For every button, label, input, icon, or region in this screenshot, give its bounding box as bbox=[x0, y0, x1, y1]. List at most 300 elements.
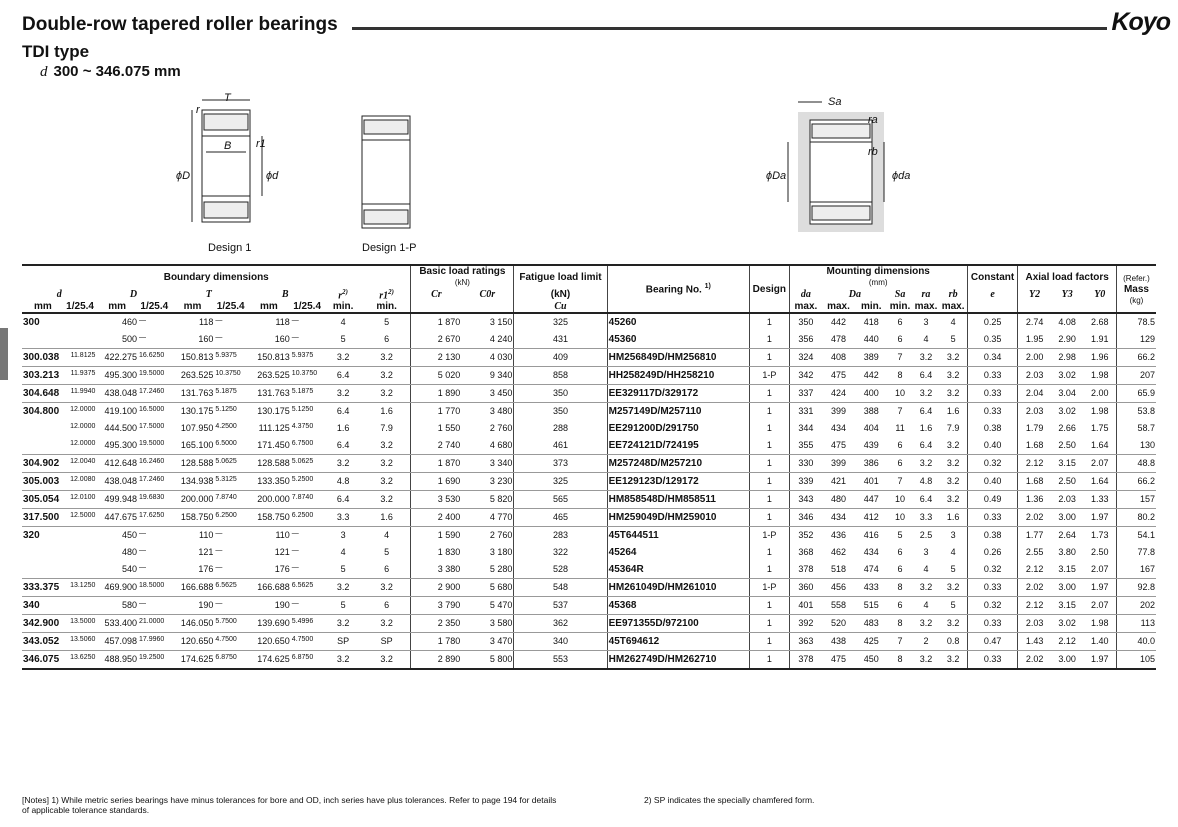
cell-Y0: 1.96 bbox=[1084, 349, 1117, 367]
cell-d: 304.902 bbox=[22, 455, 64, 473]
cell-Y3: 2.66 bbox=[1058, 423, 1076, 434]
cell-da: 360 bbox=[789, 579, 822, 597]
cell-Y0: 2.00 bbox=[1084, 385, 1117, 403]
cell-da: 356 bbox=[789, 331, 822, 349]
cell-Sa: 8 bbox=[888, 651, 913, 670]
table-row bbox=[22, 455, 1156, 473]
th-unit: 1/25.4 bbox=[138, 301, 171, 313]
cell-bearing: 45364R bbox=[607, 561, 749, 579]
cell-Cr: 2 400 bbox=[411, 509, 461, 527]
cell-Y3: 2.03 bbox=[1051, 491, 1084, 509]
cell-d: 342.900 bbox=[22, 615, 64, 633]
cell-Cr: 3 380 bbox=[411, 561, 461, 579]
cell-D: 438.048 bbox=[96, 385, 138, 403]
cell-B-in: — bbox=[291, 530, 299, 538]
label-da: ϕda bbox=[892, 170, 911, 182]
cell-d: 304.800 bbox=[23, 406, 60, 418]
cell-B: 128.588 bbox=[247, 455, 291, 473]
cell-Da-min: 412 bbox=[855, 509, 888, 527]
cell-Cu: 340 bbox=[514, 633, 607, 651]
cell-B-in: 6.5625 bbox=[291, 579, 324, 597]
label-ra: ra bbox=[868, 114, 878, 126]
th-fatigue-unit: (kN) bbox=[514, 288, 607, 301]
cell-Cr: 2 350 bbox=[411, 615, 461, 633]
cell-Cr: 1 770 bbox=[411, 403, 461, 421]
bearing-spec-table bbox=[22, 264, 1156, 670]
th-unit: min. bbox=[323, 301, 362, 313]
cell-mass: 207 bbox=[1116, 367, 1156, 385]
cell-D-in: 16.2460 bbox=[138, 455, 171, 473]
cell-T: 110 bbox=[199, 530, 214, 541]
cell-Y3: 3.15 bbox=[1051, 455, 1084, 473]
cell-Sa: 6 bbox=[897, 317, 903, 328]
cell-D: 540 bbox=[96, 561, 138, 579]
cell-T-in: 7.8740 bbox=[214, 491, 247, 509]
cell-Y3: 2.98 bbox=[1051, 349, 1084, 367]
cell-B-in: 5.2500 bbox=[291, 473, 324, 491]
th-C0r: C0r bbox=[479, 289, 496, 301]
cell-B: 171.450 bbox=[247, 437, 291, 455]
th-design: Design bbox=[749, 265, 789, 313]
table-row bbox=[22, 403, 1156, 421]
label-r: r bbox=[196, 104, 200, 116]
cell-rb: 3.2 bbox=[940, 579, 968, 597]
cell-Y3: 3.15 bbox=[1051, 597, 1084, 615]
cell-ra: 4 bbox=[912, 561, 939, 579]
cell-Cu: 528 bbox=[514, 561, 607, 579]
cell-mass: 157 bbox=[1116, 491, 1156, 509]
cell-Cu: 325 bbox=[514, 473, 607, 491]
cell-Da-min: 401 bbox=[855, 473, 888, 491]
cell-Y0: 1.64 bbox=[1084, 473, 1117, 491]
cell-D: 500 bbox=[96, 331, 138, 349]
cell-ra: 2.5 bbox=[919, 530, 933, 541]
cell-design: 1-P bbox=[749, 367, 789, 385]
cell-e: 0.35 bbox=[967, 331, 1018, 349]
cell-D: 450 bbox=[121, 530, 137, 541]
cell-mass: 129 bbox=[1116, 331, 1156, 349]
cell-d-in bbox=[64, 561, 97, 579]
cell-Cu: 548 bbox=[514, 579, 607, 597]
cell-Da-min: 400 bbox=[855, 385, 888, 403]
cell-T-in: — bbox=[215, 547, 223, 555]
cell-e: 0.34 bbox=[967, 349, 1018, 367]
cell-Cu: 288 bbox=[514, 420, 607, 437]
cell-d: 346.075 bbox=[22, 651, 64, 670]
cell-Cr: 3 530 bbox=[411, 491, 461, 509]
cell-T: 146.050 bbox=[171, 615, 215, 633]
table-row bbox=[22, 367, 1156, 385]
cell-Y3: 3.04 bbox=[1051, 385, 1084, 403]
cell-Y2: 2.03 bbox=[1018, 403, 1051, 421]
cell-bearing: 45T644511 bbox=[607, 527, 749, 545]
cell-r: 3.2 bbox=[323, 385, 362, 403]
th-unit: min. bbox=[363, 301, 411, 313]
cell-ra: 3 bbox=[923, 317, 929, 328]
cell-Cu: 461 bbox=[514, 437, 607, 455]
cell-d-in bbox=[64, 527, 97, 545]
cell-mass: 92.8 bbox=[1116, 579, 1156, 597]
cell-Y3: 3.00 bbox=[1051, 651, 1084, 670]
th-Y0: Y0 bbox=[1094, 289, 1106, 301]
cell-D: 447.675 bbox=[96, 509, 138, 527]
cell-r1: 3.2 bbox=[363, 367, 411, 385]
cell-Y3: 3.00 bbox=[1051, 579, 1084, 597]
cell-Sa: 10 bbox=[888, 491, 913, 509]
cell-Y2: 2.12 bbox=[1018, 597, 1051, 615]
cell-C0r: 2 760 bbox=[489, 530, 513, 541]
cell-Da: 399 bbox=[830, 406, 846, 417]
cell-ra: 2 bbox=[912, 633, 939, 651]
cell-da: 330 bbox=[789, 455, 822, 473]
cell-Sa: 11 bbox=[895, 423, 905, 434]
cell-C0r: 3 230 bbox=[461, 473, 514, 491]
cell-design: 1 bbox=[749, 615, 789, 633]
cell-da: 337 bbox=[789, 385, 822, 403]
cell-Da-min: 439 bbox=[855, 437, 888, 455]
cell-design: 1 bbox=[749, 403, 789, 421]
cell-Cu: 431 bbox=[514, 331, 607, 349]
cell-Y2: 1.68 bbox=[1018, 473, 1051, 491]
cell-Y2: 2.02 bbox=[1018, 579, 1051, 597]
cell-Cu: 553 bbox=[514, 651, 607, 670]
th-boundary: Boundary dimensions bbox=[22, 265, 411, 288]
cell-r: 3.2 bbox=[323, 615, 362, 633]
cell-Cu: 409 bbox=[514, 349, 607, 367]
th-unit: mm bbox=[247, 301, 291, 313]
cell-mass: 53.8 bbox=[1116, 403, 1156, 421]
cell-d-in bbox=[64, 313, 97, 331]
cell-design: 1 bbox=[749, 313, 789, 331]
cell-T: 174.625 bbox=[171, 651, 215, 670]
cell-rb: 3 bbox=[950, 530, 956, 541]
cell-da: 401 bbox=[789, 597, 822, 615]
cell-Sa: 5 bbox=[897, 530, 903, 541]
cell-D-in: — bbox=[138, 530, 146, 538]
cell-Y0: 2.07 bbox=[1084, 561, 1117, 579]
cell-D: 580 bbox=[96, 597, 138, 615]
cell-r: 5 bbox=[323, 561, 362, 579]
cell-Y2: 2.12 bbox=[1018, 561, 1051, 579]
cell-Sa: 10 bbox=[888, 385, 913, 403]
cell-T-in: — bbox=[215, 317, 223, 325]
cell-r1: 6 bbox=[363, 331, 411, 349]
cell-ra: 3.2 bbox=[912, 455, 939, 473]
th-r1: r1$^{2)}$ bbox=[379, 288, 395, 302]
cell-Da-min: 388 bbox=[863, 406, 879, 417]
cell-D: 495.300 bbox=[96, 437, 138, 455]
cell-B-in: 5.1250 bbox=[291, 406, 314, 414]
cell-Sa: 6 bbox=[897, 547, 903, 558]
th-mounting: Mounting dimensions (mm) bbox=[789, 265, 967, 288]
cell-mass: 167 bbox=[1116, 561, 1156, 579]
cell-r1: 5 bbox=[384, 317, 390, 328]
th-Y2: Y2 bbox=[1018, 288, 1051, 301]
cell-r: SP bbox=[323, 633, 362, 651]
cell-Y0: 1.64 bbox=[1084, 437, 1117, 455]
label-r1: r1 bbox=[256, 138, 266, 150]
th-unit: mm bbox=[22, 301, 64, 313]
cell-r1: 3.2 bbox=[363, 349, 411, 367]
cell-e: 0.32 bbox=[967, 455, 1018, 473]
cell-Da: 456 bbox=[822, 579, 855, 597]
cell-rb: 0.8 bbox=[940, 633, 968, 651]
cell-B: 111.125 bbox=[258, 423, 290, 434]
cell-Y0: 2.50 bbox=[1090, 547, 1109, 558]
cell-e: 0.33 bbox=[967, 385, 1018, 403]
cell-da: 339 bbox=[789, 473, 822, 491]
cell-T-in: 6.5625 bbox=[214, 579, 247, 597]
cell-r1: 3.2 bbox=[363, 437, 411, 455]
cell-rb: 3.2 bbox=[940, 651, 968, 670]
cell-Sa: 6 bbox=[888, 597, 913, 615]
cell-Y0: 1.33 bbox=[1084, 491, 1117, 509]
cell-B-in: 10.3750 bbox=[291, 367, 324, 385]
cell-d: 300 bbox=[23, 317, 40, 329]
cell-Y2: 1.36 bbox=[1018, 491, 1051, 509]
cell-Da-min: 425 bbox=[855, 633, 888, 651]
cell-design: 1 bbox=[749, 491, 789, 509]
table-row bbox=[22, 561, 1156, 579]
th-D: D bbox=[129, 289, 138, 301]
cell-Cr: 2 890 bbox=[411, 651, 461, 670]
label-D: ϕD bbox=[176, 170, 191, 182]
cell-d: 333.375 bbox=[22, 579, 64, 597]
cell-ra: 3.2 bbox=[912, 579, 939, 597]
cell-rb: 3.2 bbox=[940, 455, 968, 473]
cell-Cr: 1 870 bbox=[411, 313, 461, 331]
cell-d-in: 12.0000 bbox=[64, 437, 97, 455]
cell-ra: 3.2 bbox=[912, 385, 939, 403]
cell-D-in: 17.6250 bbox=[138, 509, 171, 527]
cell-r1: 3.2 bbox=[363, 455, 411, 473]
table-row bbox=[22, 420, 1156, 437]
cell-Cu: 350 bbox=[514, 385, 607, 403]
cell-bearing: 45264 bbox=[607, 544, 749, 561]
cell-ra: 3.3 bbox=[912, 509, 939, 527]
cell-rb: 5 bbox=[940, 561, 968, 579]
cell-r: 3.3 bbox=[323, 509, 362, 527]
cell-C0r: 5 280 bbox=[461, 561, 514, 579]
cell-r1: 7.9 bbox=[380, 423, 393, 434]
cell-Sa: 6 bbox=[888, 437, 913, 455]
cell-Y3: 3.80 bbox=[1058, 547, 1076, 558]
table-row bbox=[22, 313, 1156, 331]
cell-Cu: 283 bbox=[514, 527, 607, 545]
cell-Cr: 2 740 bbox=[411, 437, 461, 455]
cell-Y3: 3.02 bbox=[1058, 406, 1076, 417]
cell-ra: 3.2 bbox=[912, 349, 939, 367]
cell-rb: 1.6 bbox=[940, 509, 968, 527]
cell-Y0: 2.68 bbox=[1090, 317, 1109, 328]
cell-D: 499.948 bbox=[96, 491, 138, 509]
cell-Da: 421 bbox=[822, 473, 855, 491]
cell-B: 110 bbox=[275, 530, 290, 541]
cell-C0r: 4 240 bbox=[461, 331, 514, 349]
cell-C0r: 3 180 bbox=[489, 547, 513, 558]
cell-design: 1 bbox=[749, 633, 789, 651]
cell-D-in: 17.2460 bbox=[138, 473, 171, 491]
th-r: $r^{2)}$ bbox=[338, 288, 348, 302]
cell-C0r: 3 580 bbox=[461, 615, 514, 633]
table-row bbox=[22, 651, 1156, 670]
cell-D-in: — bbox=[138, 597, 171, 615]
cell-d: 305.054 bbox=[22, 491, 64, 509]
cell-r: 3 bbox=[340, 530, 346, 541]
cell-B-in: 5.4996 bbox=[291, 615, 324, 633]
cell-Y2: 1.77 bbox=[1018, 527, 1051, 545]
cell-Sa: 6 bbox=[888, 455, 913, 473]
cell-Sa: 8 bbox=[888, 367, 913, 385]
cell-bearing: 45368 bbox=[607, 597, 749, 615]
cell-Cu: 325 bbox=[514, 313, 607, 331]
cell-r1: 6 bbox=[363, 561, 411, 579]
th-unit: min. bbox=[888, 301, 913, 313]
cell-Y3: 3.02 bbox=[1051, 615, 1084, 633]
cell-D-in: 19.2500 bbox=[138, 651, 171, 670]
cell-Y2: 1.95 bbox=[1018, 331, 1051, 349]
cell-da: 352 bbox=[789, 527, 822, 545]
cell-d-in: 13.6250 bbox=[64, 651, 97, 670]
cell-Y2: 2.02 bbox=[1018, 509, 1051, 527]
cell-D-in: 21.0000 bbox=[138, 615, 171, 633]
cell-e: 0.32 bbox=[967, 597, 1018, 615]
cell-d bbox=[22, 561, 64, 579]
cell-B: 160 bbox=[247, 331, 291, 349]
cell-design: 1-P bbox=[749, 579, 789, 597]
cell-d-in: 12.0100 bbox=[64, 491, 97, 509]
cell-Y3: 3.15 bbox=[1051, 561, 1084, 579]
cell-T: 263.525 bbox=[171, 367, 215, 385]
cell-Da-min: 434 bbox=[863, 547, 879, 558]
cell-d-in: 12.0080 bbox=[64, 473, 97, 491]
cell-T: 131.763 bbox=[171, 385, 215, 403]
cell-da: 355 bbox=[789, 437, 822, 455]
design1p-label: Design 1-P bbox=[362, 242, 417, 254]
cell-mass: 58.7 bbox=[1116, 420, 1156, 437]
cell-Da-min: 440 bbox=[855, 331, 888, 349]
cell-Da-min: 389 bbox=[855, 349, 888, 367]
cell-e: 0.32 bbox=[967, 561, 1018, 579]
cell-Y0: 1.97 bbox=[1084, 651, 1117, 670]
cell-D: 438.048 bbox=[96, 473, 138, 491]
cell-e: 0.33 bbox=[967, 651, 1018, 670]
cell-rb: 3.2 bbox=[940, 491, 968, 509]
cell-ra: 6.4 bbox=[919, 406, 933, 417]
cell-T-in: 5.9375 bbox=[214, 349, 247, 367]
cell-ra: 6.4 bbox=[912, 491, 939, 509]
cell-Da-min: 483 bbox=[855, 615, 888, 633]
title-rule bbox=[352, 27, 1107, 30]
cell-Y3: 2.50 bbox=[1051, 437, 1084, 455]
cell-d-in: 11.9375 bbox=[64, 367, 97, 385]
table-row bbox=[22, 473, 1156, 491]
cell-D-in: 16.5000 bbox=[138, 406, 165, 414]
cell-e: 0.33 bbox=[967, 579, 1018, 597]
cell-bearing: HM259049D/HM259010 bbox=[607, 509, 749, 527]
cell-ra: 3.2 bbox=[912, 651, 939, 670]
cell-d: 300.038 bbox=[22, 349, 64, 367]
cell-r1: 3.2 bbox=[363, 579, 411, 597]
table-row bbox=[22, 597, 1156, 615]
cell-B-in: 5.9375 bbox=[291, 349, 324, 367]
cell-r1: 3.2 bbox=[363, 615, 411, 633]
cell-r1: 4 bbox=[384, 530, 390, 541]
cell-r: 4 bbox=[340, 547, 346, 558]
cell-Sa: 7 bbox=[888, 349, 913, 367]
th-e: e bbox=[967, 288, 1018, 301]
cell-Da: 424 bbox=[822, 385, 855, 403]
cell-rb: 4 bbox=[950, 317, 956, 328]
cell-Da-min: 442 bbox=[855, 367, 888, 385]
cell-mass: 80.2 bbox=[1116, 509, 1156, 527]
cell-T-in: — bbox=[215, 530, 223, 538]
cell-Sa: 8 bbox=[888, 579, 913, 597]
cell-bearing: 45T694612 bbox=[607, 633, 749, 651]
cell-Y3: 2.12 bbox=[1051, 633, 1084, 651]
cell-Sa: 7 bbox=[888, 473, 913, 491]
cell-T: 120.650 bbox=[171, 633, 215, 651]
cell-D: 412.648 bbox=[96, 455, 138, 473]
cell-Cu: 537 bbox=[514, 597, 607, 615]
cell-Da: 480 bbox=[822, 491, 855, 509]
cell-B: 174.625 bbox=[247, 651, 291, 670]
cell-r1: SP bbox=[363, 633, 411, 651]
cell-B-in: 4.7500 bbox=[291, 633, 324, 651]
cell-T-in: 4.7500 bbox=[214, 633, 247, 651]
cell-Cu: 373 bbox=[514, 455, 607, 473]
cell-B-in: 6.7500 bbox=[291, 437, 324, 455]
cell-Da: 442 bbox=[830, 317, 846, 328]
cell-B-in: 6.8750 bbox=[291, 651, 324, 670]
cell-Sa: 7 bbox=[888, 633, 913, 651]
cell-Cr: 1 550 bbox=[411, 420, 461, 437]
design1-diagram bbox=[170, 92, 290, 242]
cell-mass: 66.2 bbox=[1116, 473, 1156, 491]
cell-Y2: 2.03 bbox=[1018, 615, 1051, 633]
cell-e: 0.33 bbox=[967, 403, 1018, 421]
cell-design: 1 bbox=[749, 597, 789, 615]
cell-Cr: 1 870 bbox=[411, 455, 461, 473]
cell-Da: 438 bbox=[822, 633, 855, 651]
cell-d-in bbox=[64, 597, 97, 615]
cell-Da-min: 450 bbox=[855, 651, 888, 670]
cell-Cr: 1 890 bbox=[411, 385, 461, 403]
cell-mass: 66.2 bbox=[1116, 349, 1156, 367]
table-row bbox=[22, 509, 1156, 527]
cell-r: 5 bbox=[323, 331, 362, 349]
cell-C0r: 5 470 bbox=[461, 597, 514, 615]
cell-mass: 113 bbox=[1116, 615, 1156, 633]
brand-logo: Koyo bbox=[1111, 8, 1170, 36]
cell-design: 1-P bbox=[749, 527, 789, 545]
cell-bearing: HM262749D/HM262710 bbox=[607, 651, 749, 670]
cell-design: 1 bbox=[749, 437, 789, 455]
cell-design: 1 bbox=[749, 331, 789, 349]
cell-Da-min: 515 bbox=[855, 597, 888, 615]
cell-da: 392 bbox=[789, 615, 822, 633]
cell-Cr: 1 830 bbox=[411, 544, 461, 561]
cell-design: 1 bbox=[749, 349, 789, 367]
table-row bbox=[22, 527, 1156, 545]
cell-rb: 1.6 bbox=[946, 406, 960, 417]
range-value: 300 ~ 346.075 mm bbox=[53, 63, 181, 80]
cell-design: 1 bbox=[749, 561, 789, 579]
section-tab bbox=[0, 328, 8, 380]
cell-ra: 3 bbox=[923, 547, 929, 558]
cell-bearing: 45360 bbox=[607, 331, 749, 349]
cell-e: 0.47 bbox=[967, 633, 1018, 651]
